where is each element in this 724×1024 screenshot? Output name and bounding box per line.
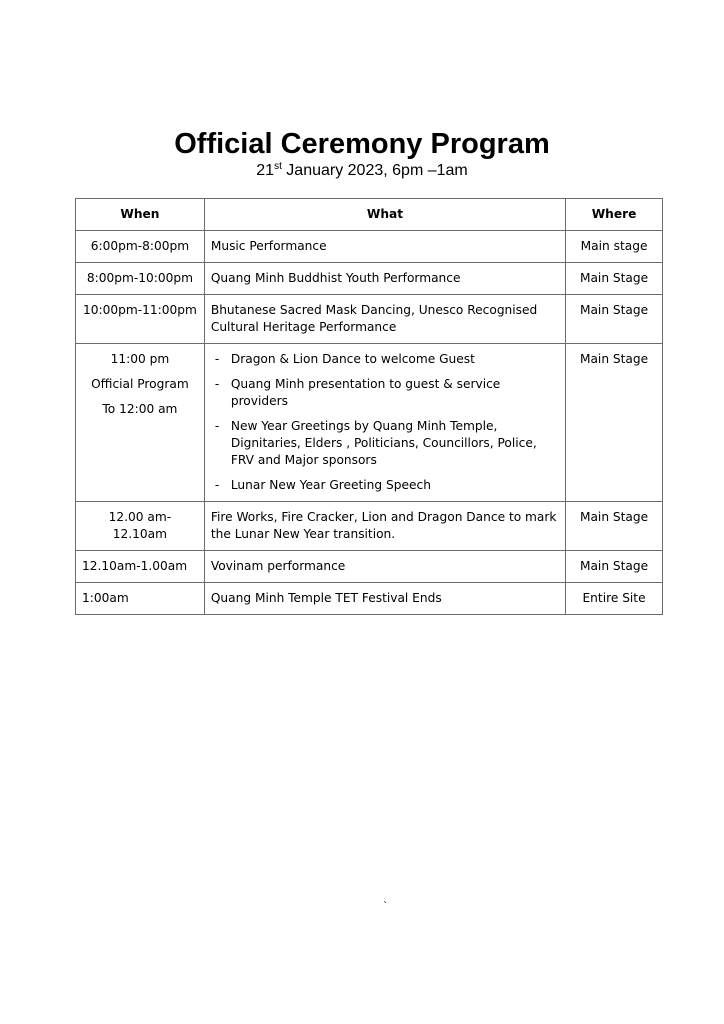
- cell-where: Main Stage: [566, 263, 663, 295]
- stray-mark: `: [383, 901, 388, 912]
- cell-what: Music Performance: [204, 231, 565, 263]
- cell-when: 8:00pm-10:00pm: [76, 263, 205, 295]
- subtitle-day: 21: [256, 162, 275, 179]
- cell-when: 1:00am: [76, 583, 205, 615]
- cell-what: Quang Minh Buddhist Youth Performance: [204, 263, 565, 295]
- table-header-row: [76, 199, 663, 231]
- list-item: [213, 477, 559, 494]
- cell-when: 12.00 am-12.10am: [76, 502, 205, 551]
- cell-what: Fire Works, Fire Cracker, Lion and Dragon Dance to mark the Lunar New Year transition.: [204, 502, 565, 551]
- program-table: [75, 198, 663, 615]
- list-item-text: Lunar New Year Greeting Speech: [230, 478, 431, 492]
- cell-where: Entire Site: [566, 583, 663, 615]
- when-line: Official Program: [91, 377, 189, 391]
- cell-what: Bhutanese Sacred Mask Dancing, Unesco Recognised Cultural Heritage Performance: [204, 295, 565, 344]
- list-item: [213, 418, 559, 469]
- cell-where: Main Stage: [566, 344, 663, 502]
- list-item: [213, 376, 559, 410]
- table-row: [76, 502, 663, 551]
- dash-bullet: -: [214, 377, 220, 391]
- page-title: Official Ceremony Program: [174, 128, 550, 160]
- program-item-list: [211, 351, 559, 494]
- cell-where: Main stage: [566, 231, 663, 263]
- page-subtitle: [0, 161, 724, 181]
- header-what: What: [204, 199, 565, 231]
- dash-bullet: -: [214, 352, 220, 366]
- dash-bullet: -: [214, 419, 220, 433]
- subtitle-date-time: January 2023, 6pm –1am: [281, 162, 468, 179]
- list-item-text: Quang Minh presentation to guest & service providers: [230, 377, 501, 408]
- header-where: Where: [566, 199, 663, 231]
- cell-when: [76, 344, 205, 502]
- dash-bullet: -: [214, 478, 220, 492]
- list-item-text: Dragon & Lion Dance to welcome Guest: [230, 352, 475, 366]
- table-row: [76, 551, 663, 583]
- table-row: [76, 263, 663, 295]
- table-row: [76, 231, 663, 263]
- table-row: [76, 295, 663, 344]
- cell-where: Main Stage: [566, 502, 663, 551]
- cell-what: Quang Minh Temple TET Festival Ends: [204, 583, 565, 615]
- cell-where: Main Stage: [566, 551, 663, 583]
- when-line: To 12:00 am: [102, 402, 178, 416]
- table-row: [76, 583, 663, 615]
- cell-when: 6:00pm-8:00pm: [76, 231, 205, 263]
- cell-when: 12.10am-1.00am: [76, 551, 205, 583]
- cell-what: [204, 344, 565, 502]
- cell-when: 10:00pm-11:00pm: [76, 295, 205, 344]
- cell-where: Main Stage: [566, 295, 663, 344]
- table-row: [76, 344, 663, 502]
- list-item: [213, 351, 559, 368]
- subtitle-day-suffix: st: [274, 161, 282, 172]
- cell-what: Vovinam performance: [204, 551, 565, 583]
- when-line: 11:00 pm: [110, 352, 170, 366]
- header-when: When: [76, 199, 205, 231]
- list-item-text: New Year Greetings by Quang Minh Temple, Dignitaries, Elders , Politicians, Councillors, Police, FRV and Major sponsors: [230, 419, 537, 467]
